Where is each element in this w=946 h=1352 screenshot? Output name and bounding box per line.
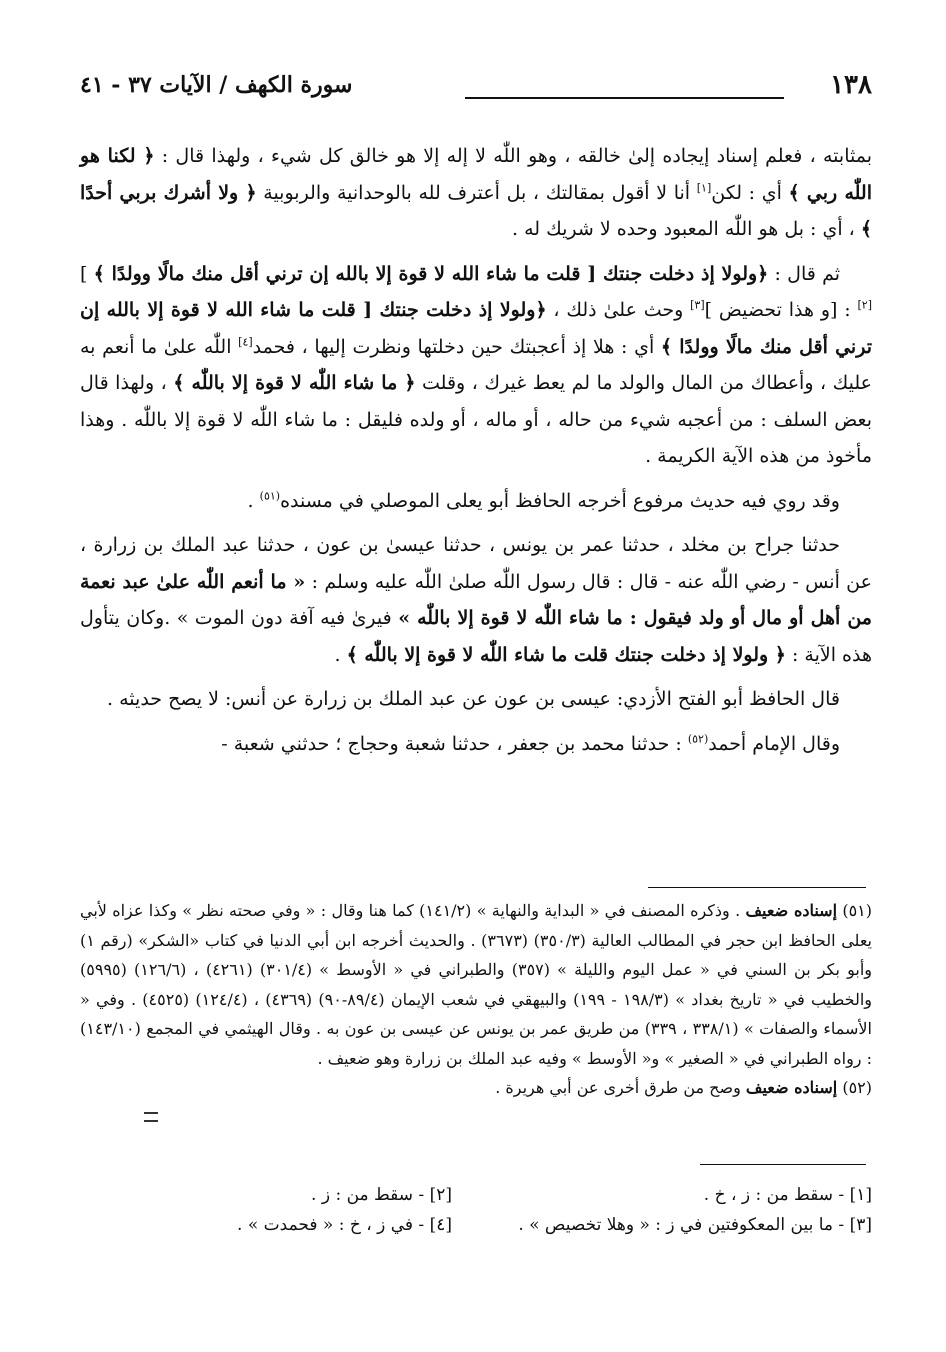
text-run: : حدثنا محمد بن جعفر ، حدثنا شعبة وحجاج ؛ حدثني شعبة - [221,732,688,755]
variants-separator [700,1164,866,1165]
text-run: حدثنا جراح بن مخلد ، حدثنا عمر بن يونس ، حدثنا عيسىٰ بن عون ، حدثنا عبد الملك بن زرارة ، عن أنس - رضي اللّٰه عنه - قال : قال رسول اللّٰه صلىٰ اللّٰه عليه وسلم : [80,534,872,593]
variant-row [80,1210,872,1240]
text-run: فيرىٰ فيه آفة دون الموت » .وكان يتأول هذه الآية : [80,607,872,666]
main-text [80,138,872,770]
text-run: ، ولهذا قال بعض السلف : من أعجبه شيء من حاله ، أو ماله ، أو ولده فليقل : ما شاء اللّٰه لا قوة إلا باللّٰه . وهذا مأخوذ من هذه الآية الكريمة . [80,372,872,467]
footnote [80,896,872,1073]
variant-note: [١] - سقط من : ز ، خ . [703,1185,872,1205]
note-reference: (٥٢) [687,732,709,746]
text-run: بمثابته ، فعلم إسناد إيجاده إلىٰ خالقه ، وهو اللّٰه لا إله إلا هو خالق كل شيء ، ولهذا قال : [154,145,872,167]
text-run: ] [80,262,94,285]
note-reference: (٥١) [259,489,281,503]
variant-note: [٢] - سقط من : ز . [311,1185,452,1205]
text-run: وقال الإمام أحمد [708,732,840,755]
paragraph [80,726,872,763]
text-run: (٥١) [837,901,872,920]
footnote-separator [648,887,866,888]
text-run: وصح من طرق أخرى عن أبي هريرة . [495,1078,746,1097]
quoted-text: ﴿ ولولا إذ دخلت جنتك قلت ما شاء اللّٰه لا قوة إلا باللّٰه ﴾ [346,643,786,666]
equals-mark [144,1112,158,1122]
note-reference: [١] [696,181,712,195]
quoted-text: ﴿ ولا أشرك بربي أحدًا ﴾ [80,181,872,240]
text-run: أي : لكن [711,181,789,204]
note-reference: [٣] [690,298,705,312]
note-reference: [٢] [857,298,872,312]
text-run: ثم قال : [768,262,841,285]
quoted-text: ﴿ولولا إذ دخلت جنتك [ قلت ما شاء الله لا قوة إلا بالله إن ترني أقل منك مالًا وولدًا ﴾ [93,262,769,285]
quoted-text: ﴿ولولا إذ دخلت جنتك [ قلت ما شاء الله لا قوة إلا بالله إن ترني أقل منك مالًا وولدًا ﴾ [80,299,872,358]
quoted-text: ﴿ ما شاء اللّٰه لا قوة إلا باللّٰه ﴾ [173,372,416,394]
paragraph [80,681,872,718]
variant-note: [٣] - ما بين المعكوفتين في ز : « وهلا تخصيص » . [518,1215,872,1235]
text-run: . وذكره المصنف في « البداية والنهاية » (١٤١/٢) كما هنا وقال : « وفي صحته نظر » وكذا عزاه لأبي يعلى الحافظ ابن حجر في المطالب العالية (٣٥٠/٣) (٣٦٧٣) . والحديث أخرجه ابن أبي الدنيا في كتاب «الشكر» (رقم ١) وأبو بكر بن السني في « عمل اليوم والليلة » (٣٥٧) والطبراني في « الأوسط » (٣٠١/٤) (٤٢٦١) ، (١٢٦/٦) (٥٩٩٥) والخطيب في « تاريخ بغداد » (١٩٨/٣ - ١٩٩) والبيهقي في شعب الإيمان (٨٩/٤-٩٠) (٤٣٦٩) ، (١٢٤/٤) (٤٥٢٥) . وفي « الأسماء والصفات » (٣٣٨/١ ، ٣٣٩) من طريق عمر بن يونس عن عيسى بن عون به . وقال الهيثمي في المجمع (١٤٣/١٠) : رواه الطبراني في « الصغير » و« الأوسط » وفيه عبد الملك بن زرارة وهو ضعيف . [80,901,873,1068]
manuscript-variants [80,1180,872,1240]
page-number: ١٣٨ [830,70,872,100]
footnotes [80,896,872,1103]
paragraph [80,483,872,520]
paragraph [80,138,872,248]
quoted-text: ﴿ لكنا هو اللّٰه ربي ﴾ [80,145,872,204]
text-run: . [247,489,260,512]
note-reference: [٤] [238,335,253,349]
text-run: ، أي : بل هو اللّٰه المعبود وحده لا شريك له . [512,218,861,240]
quoted-text: « ما أنعم اللّٰه علىٰ عبد نعمة من أهل أو مال أو ولد فيقول : ما شاء اللّٰه لا قوة إلا باللّٰه » [80,570,872,629]
text-run: قال الحافظ أبو الفتح الأزدي: عيسى بن عون عن عبد الملك بن زرارة عن أنس: لا يصح حديثه . [107,688,840,710]
text-run: وحث علىٰ ذلك ، [546,299,691,321]
footnote [80,1073,872,1103]
text-run: اللّٰه علىٰ ما أنعم به عليك ، وأعطاك من المال والولد ما لم يعط غيرك ، وقلت [80,335,873,394]
text-run: . [334,643,347,666]
text-run: أي : هلا إذ أعجبتك حين دخلتها ونظرت إليها ، فحمد [252,335,661,358]
running-title: سورة الكهف / الآيات ٣٧ - ٤١ [80,72,353,98]
text-run: (٥٢) [837,1078,872,1097]
paragraph [80,527,872,673]
variant-note: [٤] - في ز ، خ : « فحمدت » . [237,1215,452,1235]
text-run: : [و هذا تحضيض ] [704,299,858,321]
header-rule [465,97,784,99]
quoted-text: إسناده ضعيف [745,1078,838,1097]
text-run: وقد روي فيه حديث مرفوع أخرجه الحافظ أبو يعلى الموصلي في مسنده [280,489,840,512]
page-header [80,70,872,110]
text-run: أنا لا أقول بمقالتك ، بل أعترف لله بالوحدانية والربوبية [256,181,697,204]
variant-row [80,1180,872,1210]
quoted-text: إسناده ضعيف [745,901,838,920]
paragraph [80,256,872,475]
